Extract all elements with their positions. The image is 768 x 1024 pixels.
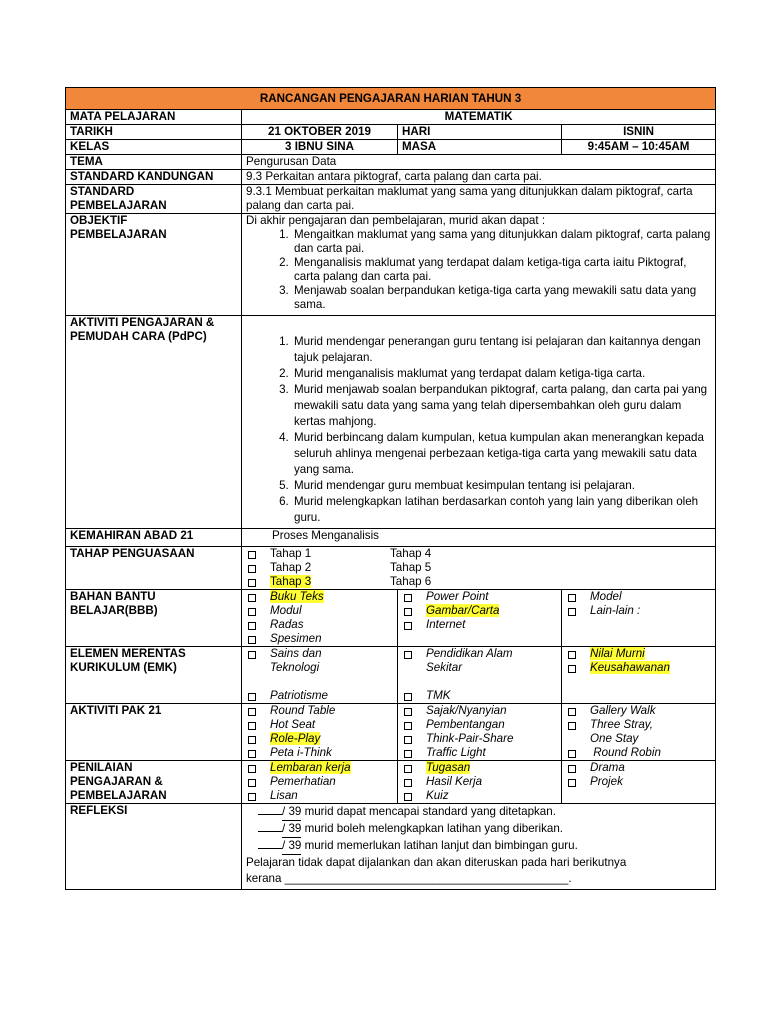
objektif-label-2: PEMBELAJARAN <box>70 228 167 241</box>
emk-option-label: Pendidikan Alam <box>426 647 513 660</box>
emk-list <box>246 647 393 703</box>
tahap-list-left <box>246 547 390 589</box>
kemahiran-row <box>66 529 716 547</box>
penilaian-label <box>66 761 242 804</box>
bbb-option-label: Model <box>590 590 622 603</box>
tahap-option[interactable] <box>270 547 390 561</box>
pak21-option-label-cont: One Stay <box>590 732 639 745</box>
bbb-option[interactable] <box>426 618 557 632</box>
penilaian-option[interactable] <box>426 775 557 789</box>
penilaian-col-2 <box>398 761 562 804</box>
kelas-label: KELAS <box>66 140 242 155</box>
penilaian-row <box>66 761 716 804</box>
penilaian-list <box>246 761 393 803</box>
objektif-intro: Di akhir pengajaran dan pembelajaran, murid akan dapat : <box>246 214 546 227</box>
hari-label: HARI <box>398 125 562 140</box>
aktiviti-list <box>246 334 711 526</box>
emk-col-1 <box>242 647 398 704</box>
bbb-option[interactable] <box>590 590 711 604</box>
emk-option-label: Keusahawanan <box>590 661 670 674</box>
objektif-row <box>66 214 716 316</box>
bbb-col-2 <box>398 590 562 647</box>
pak21-option-label: Gallery Walk <box>590 704 656 717</box>
pak21-row <box>66 704 716 761</box>
refleksi-label: REFLEKSI <box>66 804 242 890</box>
bbb-list <box>402 590 557 632</box>
refleksi-total: / 39 <box>282 838 301 855</box>
count-blank[interactable] <box>258 831 282 832</box>
emk-option[interactable] <box>426 647 557 689</box>
pak21-option-label: Peta i-Think <box>270 746 332 759</box>
emk-label-2: KURIKULUM (EMK) <box>70 661 177 674</box>
pak21-col-3 <box>562 704 716 761</box>
refleksi-text: murid dapat mencapai standard yang ditetapkan. <box>301 805 556 818</box>
pak21-option-label: Round Table <box>270 704 336 717</box>
tarikh-label: TARIKH <box>66 125 242 140</box>
tema-label: TEMA <box>66 155 242 170</box>
objektif-item: 1. Mengaitkan maklumat yang sama yang ditunjukkan dalam piktograf, carta palang dan carta pai. <box>292 228 711 256</box>
bbb-option[interactable] <box>270 618 393 632</box>
aktiviti-row <box>66 316 716 529</box>
emk-list <box>566 647 711 675</box>
emk-option[interactable] <box>590 647 711 661</box>
objektif-content <box>242 214 716 316</box>
emk-option-label: Sains dan <box>270 647 322 660</box>
refleksi-row <box>66 804 716 890</box>
emk-row <box>66 647 716 704</box>
count-blank[interactable] <box>258 814 282 815</box>
bbb-option[interactable] <box>270 632 393 646</box>
pak21-option-label: Traffic Light <box>426 746 486 759</box>
penilaian-option-label: Lembaran kerja <box>270 761 351 774</box>
penilaian-option-label: Hasil Kerja <box>426 775 483 788</box>
pak21-option[interactable] <box>270 718 393 732</box>
bbb-option-label: Buku Teks <box>270 590 324 603</box>
pak21-list <box>402 704 557 760</box>
tahap-option-label: Tahap 5 <box>390 561 432 574</box>
tahap-option-label: Tahap 4 <box>390 547 432 560</box>
bbb-list <box>246 590 393 646</box>
tahap-option-label: Tahap 3 <box>270 575 312 588</box>
tahap-label: TAHAP PENGUASAAN <box>66 547 242 590</box>
tahap-option-label: Tahap 6 <box>390 575 432 588</box>
pak21-option-label: Round Robin <box>590 746 661 759</box>
penilaian-option-label: Lisan <box>270 789 298 802</box>
emk-option[interactable] <box>426 689 557 703</box>
emk-option[interactable] <box>590 661 711 675</box>
penilaian-list <box>402 761 557 803</box>
hari-value: ISNIN <box>562 125 716 140</box>
penilaian-col-1 <box>242 761 398 804</box>
objektif-item: 2. Menganalisis maklumat yang terdapat dalam ketiga-tiga carta iaitu Piktograf, carta palang dan carta pai. <box>292 256 711 284</box>
pak21-option[interactable] <box>590 746 711 760</box>
penilaian-option[interactable] <box>590 775 711 789</box>
objektif-label-1: OBJEKTIF <box>70 214 128 227</box>
objektif-label <box>66 214 242 316</box>
penilaian-option-label: Pemerhatian <box>270 775 336 788</box>
emk-option-label: TMK <box>426 689 451 702</box>
emk-option[interactable] <box>270 689 393 703</box>
bbb-col-3 <box>562 590 716 647</box>
emk-option[interactable] <box>270 647 393 689</box>
pak21-option-label: Sajak/Nyanyian <box>426 704 507 717</box>
emk-col-3 <box>562 647 716 704</box>
standard-pembelajaran-label-1: STANDARD <box>70 185 135 198</box>
emk-option-label-cont: Teknologi <box>270 661 320 674</box>
bbb-option-label: Lain-lain : <box>590 604 641 617</box>
tahap-option-label: Tahap 2 <box>270 561 312 574</box>
pak21-option-label: Pembentangan <box>426 718 505 731</box>
emk-list <box>402 647 557 703</box>
objektif-list <box>246 228 711 312</box>
bbb-option[interactable] <box>426 604 557 618</box>
standard-kandungan-value: 9.3 Perkaitan antara piktograf, carta palang dan carta pai. <box>242 170 716 185</box>
penilaian-option[interactable] <box>270 761 393 775</box>
standard-pembelajaran-row <box>66 185 716 214</box>
tahap-option[interactable] <box>270 575 390 589</box>
aktiviti-item: 4. Murid berbincang dalam kumpulan, ketua kumpulan akan menerangkan kepada seluruh ahlinya mengenai perbezaan ketiga-tiga carta yang mewakili satu data yang sama. <box>292 430 711 478</box>
kelas-row <box>66 140 716 155</box>
page-title: RANCANGAN PENGAJARAN HARIAN TAHUN 3 <box>66 88 716 110</box>
tema-value: Pengurusan Data <box>242 155 716 170</box>
emk-label <box>66 647 242 704</box>
tahap-list-right <box>390 547 431 589</box>
bbb-option-label: Gambar/Carta <box>426 604 500 617</box>
pak21-label: AKTIVITI PAK 21 <box>66 704 242 761</box>
refleksi-reason: kerana ____________________________________________. <box>246 872 572 885</box>
tarikh-row <box>66 125 716 140</box>
refleksi-text: murid memerlukan latihan lanjut dan bimbingan guru. <box>301 839 578 852</box>
kemahiran-label: KEMAHIRAN ABAD 21 <box>66 529 242 547</box>
pak21-option-label: Hot Seat <box>270 718 316 731</box>
pak21-option[interactable] <box>590 704 711 718</box>
tahap-content <box>242 547 716 590</box>
bbb-option-label: Modul <box>270 604 302 617</box>
masa-label: MASA <box>398 140 562 155</box>
tema-row <box>66 155 716 170</box>
penilaian-option-label: Kuiz <box>426 789 449 802</box>
count-blank[interactable] <box>258 848 282 849</box>
aktiviti-item: 6. Murid melengkapkan latihan berdasarkan contoh yang lain yang diberikan oleh guru. <box>292 494 711 526</box>
penilaian-label-1: PENILAIAN <box>70 761 133 774</box>
mata-pelajaran-row <box>66 110 716 125</box>
emk-option-label: Nilai Murni <box>590 647 645 660</box>
emk-option-label: Patriotisme <box>270 689 328 702</box>
refleksi-line <box>246 838 711 855</box>
pak21-option[interactable] <box>270 704 393 718</box>
pak21-option-label: Think-Pair-Share <box>426 732 514 745</box>
bbb-row <box>66 590 716 647</box>
objektif-item: 3. Menjawab soalan berpandukan ketiga-tiga carta yang mewakili satu data yang sama. <box>292 284 711 312</box>
aktiviti-label <box>66 316 242 529</box>
standard-pembelajaran-value: 9.3.1 Membuat perkaitan maklumat yang sama yang ditunjukkan dalam piktograf, carta palang dan carta pai. <box>242 185 716 214</box>
refleksi-line <box>246 804 711 821</box>
refleksi-content <box>242 804 716 890</box>
penilaian-col-3 <box>562 761 716 804</box>
penilaian-option-label: Projek <box>590 775 623 788</box>
pak21-list <box>566 704 711 760</box>
penilaian-option[interactable] <box>426 789 557 803</box>
pak21-col-1 <box>242 704 398 761</box>
bbb-col-1 <box>242 590 398 647</box>
pak21-option[interactable] <box>270 746 393 760</box>
standard-pembelajaran-label-2: PEMBELAJARAN <box>70 199 167 212</box>
pak21-option[interactable] <box>426 746 557 760</box>
tahap-row <box>66 547 716 590</box>
penilaian-label-2: PENGAJARAN & <box>70 775 163 788</box>
aktiviti-item: 5. Murid mendengar guru membuat kesimpulan tentang isi pelajaran. <box>292 478 711 494</box>
pak21-col-2 <box>398 704 562 761</box>
emk-col-2 <box>398 647 562 704</box>
emk-label-1: ELEMEN MERENTAS <box>70 647 186 660</box>
aktiviti-item: 2. Murid menganalisis maklumat yang terdapat dalam ketiga-tiga carta. <box>292 366 711 382</box>
mata-pelajaran-value: MATEMATIK <box>242 110 716 125</box>
bbb-option[interactable] <box>590 604 711 618</box>
penilaian-list <box>566 761 711 789</box>
bbb-option[interactable] <box>270 590 393 604</box>
bbb-option[interactable] <box>426 590 557 604</box>
emk-option-label-cont: Sekitar <box>426 661 463 674</box>
pak21-list <box>246 704 393 760</box>
standard-kandungan-label: STANDARD KANDUNGAN <box>66 170 242 185</box>
kelas-value: 3 IBNU SINA <box>242 140 398 155</box>
refleksi-text: murid boleh melengkapkan latihan yang diberikan. <box>301 822 564 835</box>
penilaian-option[interactable] <box>590 761 711 775</box>
refleksi-total: / 39 <box>282 804 301 821</box>
bbb-list <box>566 590 711 618</box>
bbb-option-label: Power Point <box>426 590 489 603</box>
aktiviti-label-2: PEMUDAH CARA (PdPC) <box>70 330 207 343</box>
penilaian-option-label: Tugasan <box>426 761 471 774</box>
aktiviti-item: 3. Murid menjawab soalan berpandukan piktograf, carta palang, dan carta pai yang mewakili satu data yang sama yang telah dipersembahkan oleh guru dalam kertas mahjong. <box>292 382 711 430</box>
standard-kandungan-row <box>66 170 716 185</box>
tahap-option[interactable] <box>270 561 390 575</box>
penilaian-label-3: PEMBELAJARAN <box>70 789 167 802</box>
bbb-label-1: BAHAN BANTU <box>70 590 156 603</box>
pak21-option[interactable] <box>426 704 557 718</box>
penilaian-option[interactable] <box>426 761 557 775</box>
standard-pembelajaran-label <box>66 185 242 214</box>
kemahiran-value: Proses Menganalisis <box>242 529 716 547</box>
pak21-option-label: Role-Play <box>270 732 321 745</box>
refleksi-line <box>246 821 711 838</box>
penilaian-option[interactable] <box>270 775 393 789</box>
bbb-option[interactable] <box>270 604 393 618</box>
pak21-option[interactable] <box>270 732 393 746</box>
bbb-label-2: BELAJAR(BBB) <box>70 604 158 617</box>
title-row <box>66 88 716 110</box>
refleksi-note: Pelajaran tidak dapat dijalankan dan akan diteruskan pada hari berikutnya <box>246 856 627 869</box>
penilaian-option-label: Drama <box>590 761 625 774</box>
pak21-option[interactable] <box>590 718 711 746</box>
bbb-option-label: Spesimen <box>270 632 322 645</box>
bbb-option-label: Internet <box>426 618 466 631</box>
penilaian-option[interactable] <box>270 789 393 803</box>
bbb-option-label: Radas <box>270 618 304 631</box>
pak21-option-label: Three Stray, <box>590 718 653 731</box>
bbb-label <box>66 590 242 647</box>
pak21-option[interactable] <box>426 718 557 732</box>
refleksi-total: / 39 <box>282 821 301 838</box>
tarikh-value: 21 OKTOBER 2019 <box>242 125 398 140</box>
pak21-option[interactable] <box>426 732 557 746</box>
mata-pelajaran-label: MATA PELAJARAN <box>66 110 242 125</box>
masa-value: 9:45AM – 10:45AM <box>562 140 716 155</box>
aktiviti-label-1: AKTIVITI PENGAJARAN & <box>70 316 215 329</box>
tahap-option-label: Tahap 1 <box>270 547 312 560</box>
rph-table <box>65 87 716 890</box>
aktiviti-item: 1. Murid mendengar penerangan guru tentang isi pelajaran dan kaitannya dengan tajuk pelajaran. <box>292 334 711 366</box>
aktiviti-content <box>242 316 716 529</box>
